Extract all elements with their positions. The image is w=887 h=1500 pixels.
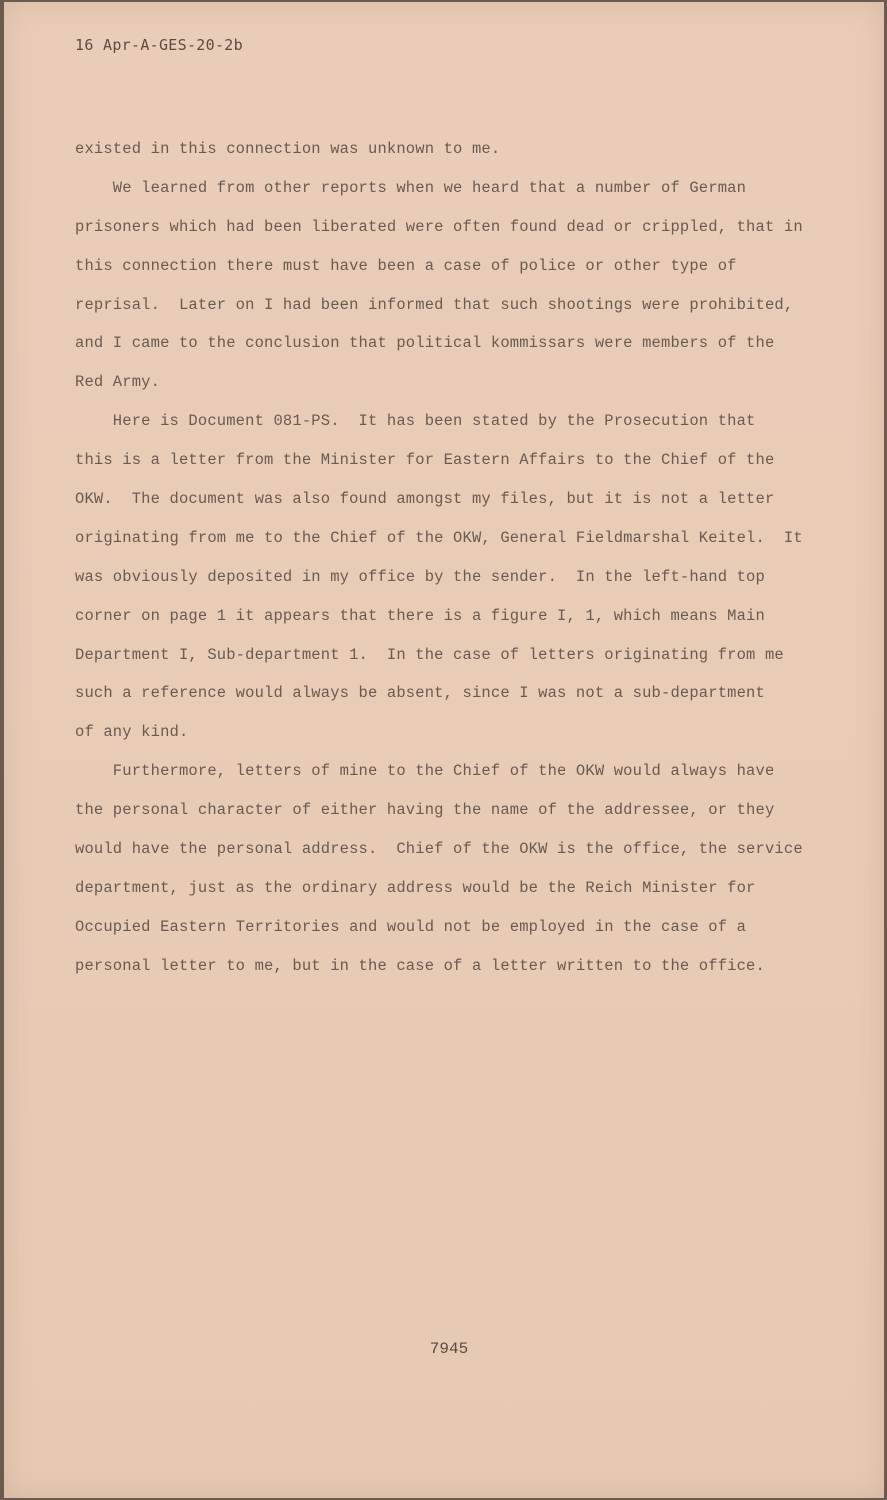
page-number: 7945 (429, 1340, 469, 1358)
text-line: Red Army. (75, 373, 161, 392)
text-line: personal letter to me, but in the case of a letter written to the office. (75, 956, 765, 975)
text-line: prisoners which had been liberated were often found dead or crippled, that in (75, 217, 803, 236)
text-line: of any kind. (75, 723, 189, 742)
text-line: existed in this connection was unknown to me. (75, 140, 501, 158)
text-line: OKW. The document was also found amongst my files, but it is not a letter (75, 490, 775, 509)
text-line: and I came to the conclusion that political kommissars were members of the (75, 334, 775, 353)
text-line: Occupied Eastern Territories and would not be employed in the case of a (75, 917, 747, 936)
text-line: would have the personal address. Chief of the OKW is the office, the service (75, 840, 803, 859)
text-line: department, just as the ordinary address would be the Reich Minister for (75, 878, 756, 897)
text-line: corner on page 1 it appears that there is a figure I, 1, which means Main (75, 606, 765, 625)
document-reference: 16 Apr-A-GES-20-2b (75, 36, 243, 54)
text-line: We learned from other reports when we heard that a number of German (75, 178, 747, 197)
text-line: originating from me to the Chief of the OKW, General Fieldmarshal Keitel. It (75, 528, 803, 547)
text-line: Department I, Sub-department 1. In the case of letters originating from me (75, 645, 784, 664)
text-line: this is a letter from the Minister for Eastern Affairs to the Chief of the (75, 451, 775, 470)
transcript-body (75, 130, 835, 986)
document-page (4, 2, 884, 1498)
text-line: Furthermore, letters of mine to the Chief of the OKW would always have (75, 762, 775, 781)
text-line: such a reference would always be absent, since I was not a sub-department (75, 684, 765, 703)
text-line: the personal character of either having the name of the addressee, or they (75, 801, 775, 820)
text-line: Here is Document 081-PS. It has been stated by the Prosecution that (75, 412, 756, 431)
text-line: was obviously deposited in my office by the sender. In the left-hand top (75, 567, 765, 586)
text-line: reprisal. Later on I had been informed that such shootings were prohibited, (75, 295, 794, 314)
text-line: this connection there must have been a case of police or other type of (75, 256, 737, 275)
